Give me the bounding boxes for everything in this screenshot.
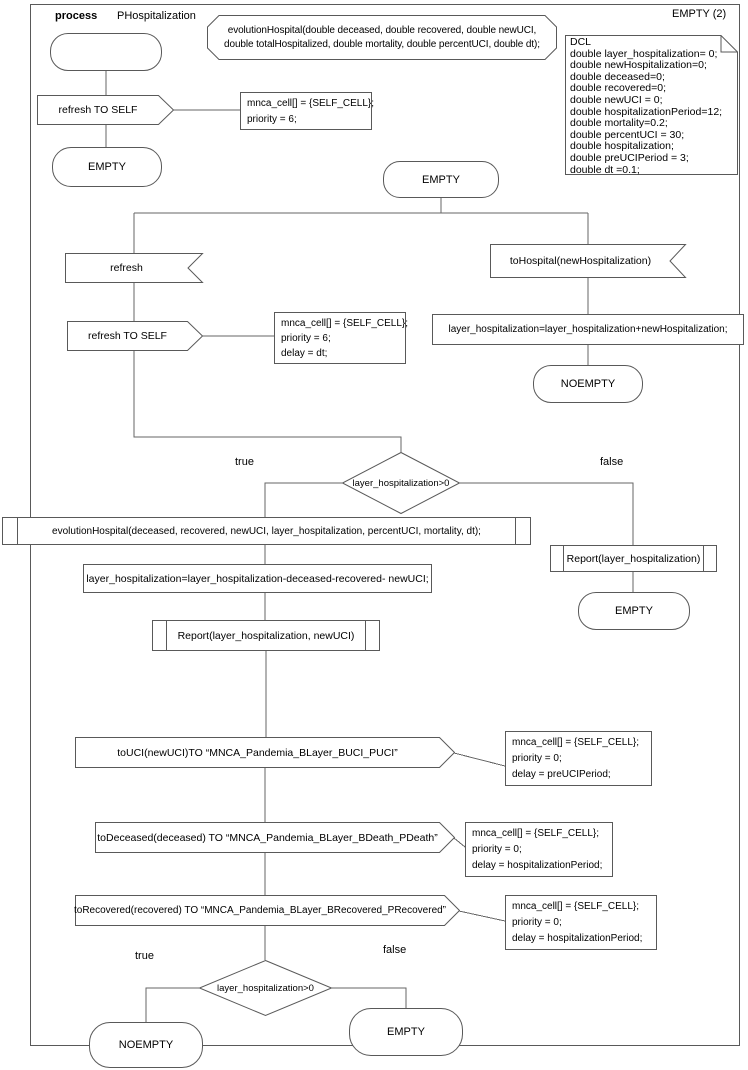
corner-label: EMPTY (2)	[672, 8, 727, 20]
decision-layer-hospitalization-1[interactable]	[342, 452, 460, 514]
decision-label: layer_hospitalization>0	[217, 982, 314, 994]
task-subtract-hospitalization[interactable]	[83, 564, 432, 593]
state-label: EMPTY	[387, 1026, 425, 1038]
send-signal-label: toUCI(newUCI)TO “MNCA_Pandemia_BLayer_BUCI_PUCI”	[117, 746, 398, 759]
send-signal-label: refresh TO SELF	[58, 104, 138, 116]
send-signal-label: toDeceased(deceased) TO “MNCA_Pandemia_BLayer_BDeath_PDeath”	[97, 831, 438, 844]
receive-signal-label: refresh	[110, 262, 143, 274]
send-signal-refresh-to-self[interactable]	[67, 321, 203, 351]
procedure-label: Report(layer_hospitalization)	[566, 552, 701, 565]
branch-label-true: true	[135, 950, 154, 962]
send-signal-refresh-to-self-top[interactable]	[37, 95, 174, 125]
comment-box-hospitalizationperiod-2[interactable]: mnca_cell[] = {SELF_CELL}; priority = 0; delay = hospitalizationPeriod;	[505, 895, 657, 950]
receive-signal-label: toHospital(newHospitalization)	[509, 255, 652, 267]
state-label: NOEMPTY	[560, 378, 616, 390]
state-empty-right[interactable]	[578, 592, 690, 630]
process-kind-label: process	[55, 10, 98, 22]
procedure-call-report-newuci[interactable]	[152, 620, 380, 651]
state-noempty-right[interactable]	[533, 365, 643, 403]
send-signal-touci[interactable]	[75, 737, 455, 768]
procedure-declaration-symbol[interactable]	[207, 15, 557, 60]
comment-box-delay-dt[interactable]: mnca_cell[] = {SELF_CELL}; priority = 6; delay = dt;	[274, 312, 406, 364]
state-label: NOEMPTY	[118, 1039, 174, 1051]
state-empty-left[interactable]	[52, 147, 162, 187]
process-name: PHospitalization	[117, 10, 196, 22]
receive-signal-refresh[interactable]	[65, 253, 203, 283]
state-empty-mid[interactable]	[383, 161, 499, 198]
state-label: EMPTY	[88, 161, 126, 173]
state-label: EMPTY	[615, 605, 653, 617]
send-signal-todeceased[interactable]	[95, 822, 455, 853]
send-signal-torecovered[interactable]	[75, 895, 460, 926]
procedure-declaration-text: evolutionHospital(double deceased, double recovered, double newUCI, double totalHospitalized, double mortality, double percentUCI, double dt);	[224, 24, 540, 50]
branch-label-false: false	[383, 944, 407, 956]
task-label: layer_hospitalization=layer_hospitalization+newHospitalization;	[448, 324, 728, 335]
decision-label: layer_hospitalization>0	[352, 477, 450, 489]
decision-layer-hospitalization-2[interactable]	[199, 960, 332, 1016]
dcl-text-symbol[interactable]	[565, 35, 738, 175]
state-noempty-bottom[interactable]	[89, 1022, 203, 1068]
send-signal-label: refresh TO SELF	[88, 330, 167, 342]
branch-label-true: true	[235, 456, 254, 468]
procedure-call-evolutionhospital[interactable]	[2, 517, 531, 545]
dcl-text: DCL double layer_hospitalization= 0; double newHospitalization=0; double deceased=0; double recovered=0; double newUCI = 0; double hospitalizationPeriod=12; double mortality=0.2; double percentUCI = 30; double hospitalization; double preUCIPeriod = 3; double dt =0.1;	[570, 36, 723, 176]
task-add-hospitalization[interactable]	[432, 314, 744, 345]
send-signal-label: toRecovered(recovered) TO “MNCA_Pandemia_BLayer_BRecovered_PRecovered”	[73, 905, 447, 916]
branch-label-false: false	[600, 456, 624, 468]
procedure-label: Report(layer_hospitalization, newUCI)	[177, 629, 355, 642]
state-label: EMPTY	[422, 173, 460, 186]
procedure-label: evolutionHospital(deceased, recovered, newUCI, layer_hospitalization, percentUCI, mortality, dt);	[52, 525, 481, 537]
receive-signal-tohospital[interactable]	[490, 244, 686, 278]
state-empty-bottom[interactable]	[349, 1008, 463, 1056]
comment-box-priority6[interactable]: mnca_cell[] = {SELF_CELL}; priority = 6;	[240, 92, 372, 130]
start-state-symbol[interactable]	[50, 33, 162, 71]
task-label: layer_hospitalization=layer_hospitalization-deceased-recovered- newUCI;	[86, 572, 429, 585]
comment-box-preuciperiod[interactable]: mnca_cell[] = {SELF_CELL}; priority = 0; delay = preUCIPeriod;	[505, 731, 652, 786]
comment-box-hospitalizationperiod-1[interactable]: mnca_cell[] = {SELF_CELL}; priority = 0; delay = hospitalizationPeriod;	[465, 822, 613, 877]
procedure-call-report[interactable]	[550, 545, 717, 572]
